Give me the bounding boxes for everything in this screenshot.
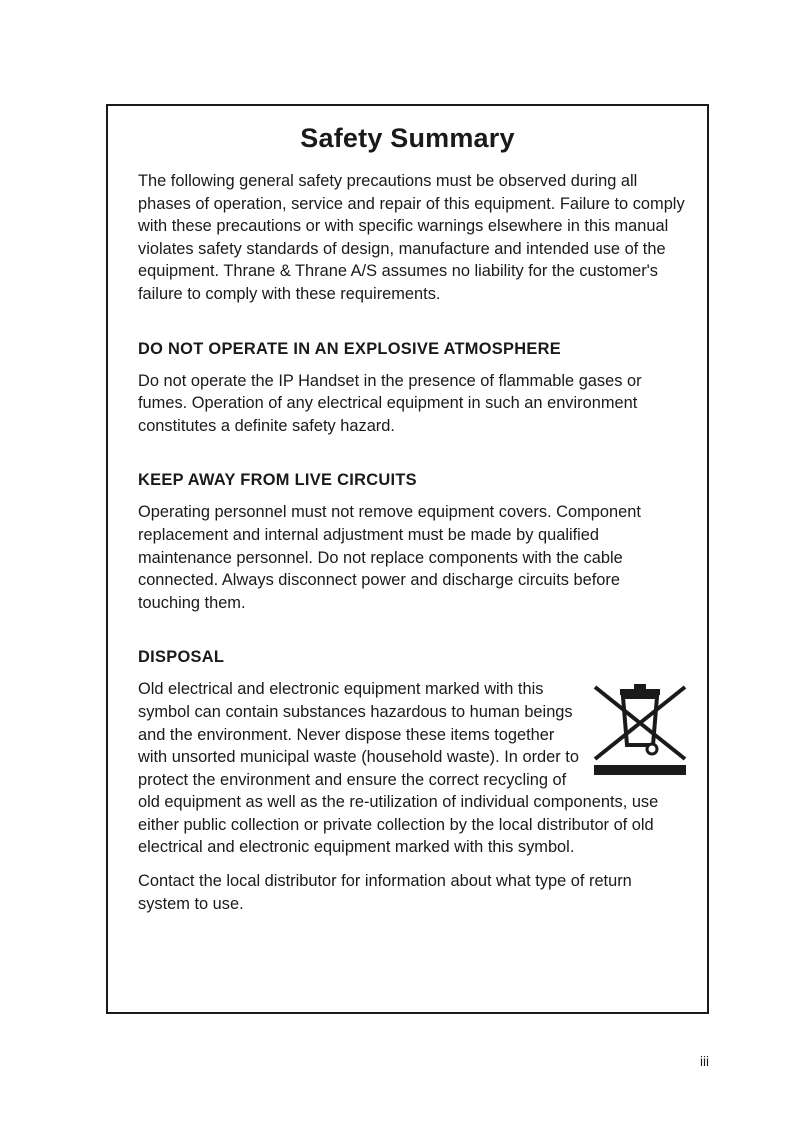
crossed-out-wheelie-bin-icon	[590, 679, 690, 777]
disposal-contact-text: Contact the local distributor for information about what type of return system to use.	[138, 872, 632, 913]
disposal-block	[138, 678, 686, 859]
page-number: iii	[700, 1054, 709, 1069]
section-heading-live-circuits: KEEP AWAY FROM LIVE CIRCUITS	[138, 471, 417, 490]
section-heading-disposal: DISPOSAL	[138, 648, 225, 667]
section-heading-explosive-atmosphere: DO NOT OPERATE IN AN EXPLOSIVE ATMOSPHERE	[138, 339, 562, 358]
intro-paragraph: The following general safety precautions must be observed during all phases of operation, service and repair of this equipment. Failure to comply with these precautions or with specific warnings elsewhere in this manual violates safety standards of design, manufacture and intended use of the equipment. Thrane & Thrane A/S assumes no liability for the customer's failure to comply with these requirements.	[138, 172, 685, 303]
section-text-disposal: Old electrical and electronic equipment marked with this symbol can contain substances hazardous to human beings and the environment. Never dispose these items together with unsorted municipal waste (household waste). In order to protect the environment and ensure the correct recycling of old equipment as well as the re-utilization of individual components, use either public collection or private collection by the local distributor of old electrical and electronic equipment marked with this symbol.	[138, 680, 659, 857]
page-title: Safety Summary	[300, 123, 515, 153]
section-text-explosive-atmosphere: Do not operate the IP Handset in the presence of flammable gases or fumes. Operation of any electrical equipment in such an environment constitutes a definite safety hazard.	[138, 371, 642, 435]
safety-summary-frame	[106, 104, 709, 1014]
section-text-live-circuits: Operating personnel must not remove equipment covers. Component replacement and internal adjustment must be made by qualified maintenance personnel. Do not replace components with the cable connected. Always disconnect power and discharge circuits before touching them.	[138, 503, 641, 612]
safety-content	[138, 170, 686, 915]
